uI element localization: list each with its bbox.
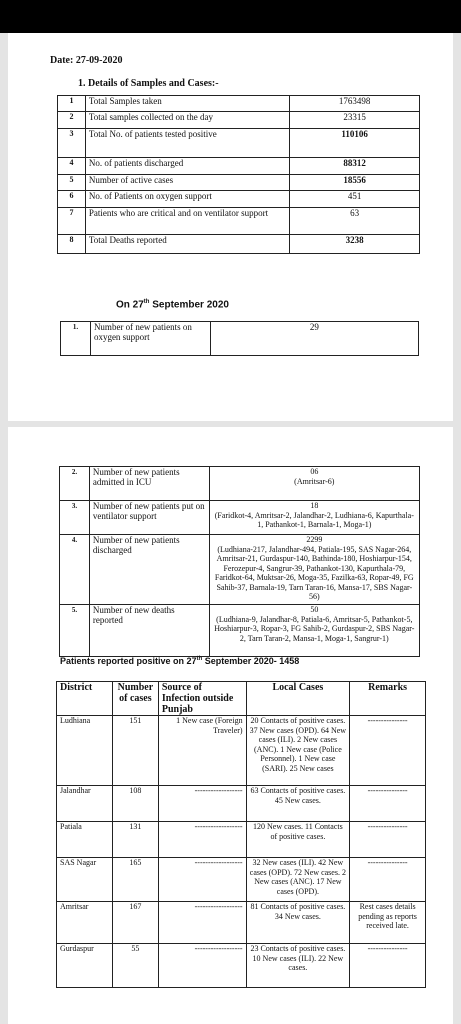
row-value: 18	[310, 501, 319, 510]
district-name: Jalandhar	[57, 786, 113, 822]
document-page-2	[8, 427, 453, 1024]
district-remarks: ---------------	[350, 858, 426, 902]
district-remarks: ---------------	[350, 716, 426, 786]
row-number: 5.	[60, 605, 90, 657]
row-detail: (Amritsar-6)	[294, 476, 335, 486]
column-header: Source of Infection outside Punjab	[158, 682, 246, 716]
district-row	[57, 822, 426, 858]
row-label: Number of new patients discharged	[89, 535, 209, 605]
table-row	[58, 208, 420, 235]
daily-table-part1	[60, 321, 419, 356]
row-value: 23315	[290, 112, 420, 129]
row-number: 5	[58, 175, 86, 191]
on-date-prefix: On 27	[116, 299, 144, 311]
district-local: 63 Contacts of positive cases. 45 New cases.	[246, 786, 350, 822]
row-number: 4	[58, 158, 86, 175]
table-row	[58, 129, 420, 158]
row-value: 110106	[290, 129, 420, 158]
row-number: 6	[58, 191, 86, 208]
district-row	[57, 858, 426, 902]
row-value-cell	[209, 535, 419, 605]
district-name: Patiala	[57, 822, 113, 858]
row-number: 3.	[60, 501, 90, 535]
on-date-suffix: September 2020	[149, 299, 229, 311]
row-value-cell	[209, 605, 419, 657]
row-number: 3	[58, 129, 86, 158]
district-row	[57, 902, 426, 944]
district-row	[57, 716, 426, 786]
district-table	[56, 681, 426, 988]
row-label: Number of new patients put on ventilator support	[89, 501, 209, 535]
table-row	[60, 467, 420, 501]
row-value-cell	[209, 501, 419, 535]
row-value: 06	[310, 467, 319, 476]
row-value: 451	[290, 191, 420, 208]
positive-heading	[60, 656, 299, 666]
district-name: Gurdaspur	[57, 944, 113, 988]
summary-table	[57, 95, 420, 254]
district-cases: 55	[112, 944, 158, 988]
top-status-bar	[0, 0, 461, 33]
district-local: 23 Contacts of positive cases. 10 New cases (ILI). 22 New cases.	[246, 944, 350, 988]
table-row	[58, 158, 420, 175]
column-header: District	[57, 682, 113, 716]
row-label: Patients who are critical and on ventilator support	[85, 208, 289, 235]
table-row	[58, 191, 420, 208]
section-title: 1. Details of Samples and Cases:-	[78, 78, 219, 89]
positive-sup: th	[196, 656, 203, 662]
row-value: 18556	[290, 175, 420, 191]
row-number: 2	[58, 112, 86, 129]
district-remarks: ---------------	[350, 822, 426, 858]
row-label: Total Deaths reported	[85, 235, 289, 254]
district-name: Ludhiana	[57, 716, 113, 786]
row-detail: (Ludhiana-217, Jalandhar-494, Patiala-195, SAS Nagar-264, Amritsar-21, Gurdaspur-140, Bathinda-180, Hoshiarpur-154, Ferozepur-4, Sangrur-39, Pathankot-130, Kapurthala-79, Faridkot-64, Muktsar-26, Moga-35, Fazilka-63, Ropar-49, FG Sahib-37, Barnala-19, Tarn Taran-16, Mansa-17, SBS Nagar-56)	[214, 544, 414, 601]
row-value: 88312	[290, 158, 420, 175]
table-row	[60, 535, 420, 605]
row-value: 2299	[306, 535, 323, 544]
district-source: ------------------	[158, 902, 246, 944]
district-remarks: Rest cases details pending as reports received late.	[350, 902, 426, 944]
row-value: 63	[290, 208, 420, 235]
row-number: 8	[58, 235, 86, 254]
district-cases: 167	[112, 902, 158, 944]
district-cases: 165	[112, 858, 158, 902]
on-date-heading	[116, 299, 229, 310]
row-label: Number of new patients admitted in ICU	[89, 467, 209, 501]
row-value: 1763498	[290, 96, 420, 112]
on-date-sup: th	[143, 299, 150, 305]
row-label: Number of new deaths reported	[89, 605, 209, 657]
district-cases: 108	[112, 786, 158, 822]
district-row	[57, 944, 426, 988]
district-row	[57, 786, 426, 822]
document-page-1	[8, 33, 453, 421]
table-row	[58, 112, 420, 129]
table-row	[61, 322, 419, 356]
district-source: ------------------	[158, 786, 246, 822]
row-label: Total No. of patients tested positive	[85, 129, 289, 158]
district-local: 32 New cases (ILI). 42 New cases (OPD). 72 New cases. 2 New cases (ANC). 17 New cases (OPD).	[246, 858, 350, 902]
table-row	[58, 175, 420, 191]
district-header-row	[57, 682, 426, 716]
district-local: 20 Contacts of positive cases. 37 New cases (OPD). 64 New cases (ILI). 2 New cases (ANC). 1 New case (Police Personnel). 1 New case (SARI). 25 New cases	[246, 716, 350, 786]
row-label: No. of Patients on oxygen support	[85, 191, 289, 208]
row-label: Total samples collected on the day	[85, 112, 289, 129]
report-date: Date: 27-09-2020	[50, 55, 123, 66]
row-label: Total Samples taken	[85, 96, 289, 112]
row-value: 29	[210, 322, 418, 356]
column-header: Local Cases	[246, 682, 350, 716]
table-row	[60, 501, 420, 535]
table-row	[60, 605, 420, 657]
district-remarks: ---------------	[350, 786, 426, 822]
district-name: SAS Nagar	[57, 858, 113, 902]
district-source: ------------------	[158, 822, 246, 858]
row-number: 7	[58, 208, 86, 235]
daily-table-part2	[59, 466, 420, 657]
row-number: 1.	[61, 322, 91, 356]
district-name: Amritsar	[57, 902, 113, 944]
row-label: Number of active cases	[85, 175, 289, 191]
district-source: ------------------	[158, 944, 246, 988]
district-remarks: ---------------	[350, 944, 426, 988]
district-source: ------------------	[158, 858, 246, 902]
row-detail: (Ludhiana-9, Jalandhar-8, Patiala-6, Amritsar-5, Pathankot-5, Hoshiarpur-3, Ropar-3, FG Sahib-2, Gurdaspur-2, SBS Nagar-2, Tarn Taran-2, Mansa-1, Moga-1, Sangrur-1)	[214, 614, 415, 643]
positive-prefix: Patients reported positive on 27	[60, 656, 197, 666]
row-detail: (Faridkot-4, Amritsar-2, Jalandhar-2, Ludhiana-6, Kapurthala-1, Pathankot-1, Barnala-1, Moga-1)	[214, 510, 414, 529]
row-label: Number of new patients on oxygen support	[90, 322, 210, 356]
row-value-cell	[209, 467, 419, 501]
district-cases: 131	[112, 822, 158, 858]
row-number: 2.	[60, 467, 90, 501]
district-local: 120 New cases. 11 Contacts of positive cases.	[246, 822, 350, 858]
column-header: Number of cases	[112, 682, 158, 716]
row-number: 1	[58, 96, 86, 112]
row-label: No. of patients discharged	[85, 158, 289, 175]
district-cases: 151	[112, 716, 158, 786]
row-value: 50	[310, 605, 319, 614]
table-row	[58, 96, 420, 112]
positive-suffix: September 2020- 1458	[202, 656, 300, 666]
table-row	[58, 235, 420, 254]
district-source: 1 New case (Foreign Traveler)	[158, 716, 246, 786]
row-number: 4.	[60, 535, 90, 605]
row-value: 3238	[290, 235, 420, 254]
column-header: Remarks	[350, 682, 426, 716]
district-local: 81 Contacts of positive cases. 34 New cases.	[246, 902, 350, 944]
